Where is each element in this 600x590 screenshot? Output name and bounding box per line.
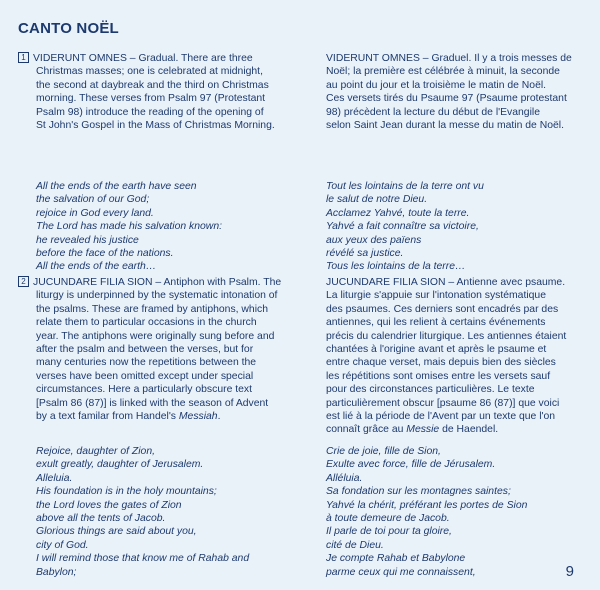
text-line: antiennes, qui les relient à certains événements <box>326 317 546 329</box>
text-line: Glorious things are said about you, <box>36 526 197 538</box>
text-line: les répétitions sont omises entre les versets sauf <box>326 370 551 382</box>
track-number-box: 1 <box>18 52 29 63</box>
text-line: précis du calendrier liturgique. Les antiennes étaient <box>326 330 567 342</box>
text-line: [Psalm 86 (87)] is linked with the season of Advent <box>36 397 269 409</box>
item-description <box>18 65 275 132</box>
text-line: le salut de notre Dieu. <box>326 194 428 206</box>
item-heading: JUCUNDARE FILIA SION <box>326 277 446 288</box>
text-run: by a text familar from Handel's <box>36 411 179 423</box>
text-line: entre chaque verset, mais depuis bien des siècles <box>326 357 556 369</box>
item-heading: JUCUNDARE FILIA SION <box>33 277 153 288</box>
text-line: above all the tents of Jacob. <box>36 513 166 525</box>
item-description-last-line <box>18 410 281 423</box>
item-heading-rest: – Antiphon with Psalm. The <box>152 277 282 288</box>
text-run: connaît grâce au <box>326 424 407 436</box>
text-line: Noël; la première est célébrée à minuit, la seconde <box>326 66 560 78</box>
text-line: His foundation is in the holy mountains; <box>36 486 217 498</box>
text-line: Sa fondation sur les montagnes saintes; <box>326 486 511 498</box>
text-line: verses have been omitted except under special <box>36 370 254 382</box>
work-title: Messie <box>406 424 440 436</box>
text-line: pour des circonstances particulières. Le texte <box>326 384 535 396</box>
text-line: rejoice in God every land. <box>36 207 154 219</box>
text-line: All the ends of the earth… <box>36 261 157 273</box>
text-line: the second at daybreak and the third on Christmas <box>36 79 269 91</box>
text-line: he revealed his justice <box>36 234 139 246</box>
text-line: révélé sa justice. <box>326 248 404 260</box>
text-line: Yahvé a fait connaître sa victoire, <box>326 221 479 233</box>
text-line: chantées à l'origine avant et après le psaume et <box>326 344 547 356</box>
text-line: parme ceux qui me connaissent, <box>326 566 476 578</box>
text-line: the Lord loves the gates of Zion <box>36 499 182 511</box>
text-line: Acclamez Yahvé, toute la terre. <box>326 207 470 219</box>
work-title: Messiah <box>178 411 218 423</box>
text-run: . <box>217 411 221 423</box>
text-line: aux yeux des païens <box>326 234 422 246</box>
text-line: Tout les lointains de la terre ont vu <box>326 181 484 192</box>
item-description <box>18 289 281 410</box>
text-line: circumstances. Here a particularly obscure text <box>36 384 252 396</box>
page-number: 9 <box>565 563 574 580</box>
item-1-french <box>326 52 572 132</box>
item-description-last-line <box>326 423 566 436</box>
text-line: Tous les lointains de la terre… <box>326 261 466 273</box>
text-line: Il parle de toi pour ta gloire, <box>326 526 452 538</box>
text-line: Alléluia. <box>326 472 363 484</box>
text-line: many centuries now the repetitions between the <box>36 357 257 369</box>
text-line: exult greatly, daughter of Jerusalem. <box>36 459 204 471</box>
text-line: the salvation of our God; <box>36 194 150 206</box>
text-line: Je compte Rahab et Babylone <box>326 553 466 565</box>
text-line: 98) précèdent la lecture du début de l'Evangile <box>326 106 540 118</box>
text-line: Babylon; <box>36 566 77 578</box>
text-line: All the ends of the earth have seen <box>36 181 197 192</box>
text-line: St John's Gospel in the Mass of Christmas Morning. <box>36 120 275 132</box>
item-heading-rest: – Gradual. There are three <box>126 53 253 64</box>
verse-text-1 <box>326 180 484 274</box>
text-line: I will remind those that know me of Rahab and <box>36 553 250 565</box>
text-line: after the psalm and between the verses, but for <box>36 344 254 356</box>
text-line: selon Saint Jean durant la messe du matin de Noël. <box>326 120 564 132</box>
item-description <box>326 65 572 132</box>
text-line: before the face of the nations. <box>36 248 174 260</box>
text-line: Exulte avec force, fille de Jérusalem. <box>326 459 496 471</box>
text-line: Yahvé la chérit, préférant les portes de Sion <box>326 499 528 511</box>
text-line: year. The antiphons were originally sung before and <box>36 330 275 342</box>
item-2-english <box>18 276 281 423</box>
text-line: Christmas masses; one is celebrated at midnight, <box>36 66 263 78</box>
text-line: Alleluia. <box>36 472 73 484</box>
text-line: relate them to particular occasions in the church <box>36 317 257 329</box>
text-run: de Haendel. <box>439 424 499 436</box>
text-line: the psalms. These are framed by antiphons, which <box>36 303 268 315</box>
text-line: Crie de joie, fille de Sion, <box>326 446 441 457</box>
text-line: La liturgie s'appuie sur l'intonation systématique <box>326 290 546 302</box>
text-line: Ces versets tirés du Psaume 97 (Psaume protestant <box>326 93 567 105</box>
verse-text-2 <box>36 445 249 579</box>
item-2-french <box>326 276 566 437</box>
text-line: liturgy is underpinned by the systematic intonation of <box>36 290 278 302</box>
text-line: Psalm 98) introduce the reading of the opening of <box>36 106 264 118</box>
text-line: particulièrement obscur [psaume 86 (87)] que voici <box>326 397 560 409</box>
text-line: est lié à la période de l'Avent par un texte que l'on <box>326 411 556 423</box>
item-heading-rest: – Antienne avec psaume. <box>445 277 566 288</box>
item-heading: VIDERUNT OMNES <box>33 53 127 64</box>
text-line: à toute demeure de Jacob. <box>326 513 450 525</box>
text-line: morning. These verses from Psalm 97 (Protestant <box>36 93 266 105</box>
verse-text-1 <box>36 180 222 274</box>
text-line: cité de Dieu. <box>326 539 384 551</box>
page-title: CANTO NOËL <box>18 20 119 37</box>
item-heading: VIDERUNT OMNES <box>326 53 420 64</box>
track-number-box: 2 <box>18 276 29 287</box>
verse-text-2 <box>326 445 527 579</box>
text-line: des psaumes. Ces derniers sont encadrés par des <box>326 303 559 315</box>
text-line: au point du jour et la troisième le matin de Noël. <box>326 79 547 91</box>
text-line: Rejoice, daughter of Zion, <box>36 446 155 457</box>
text-line: city of God. <box>36 539 89 551</box>
item-heading-rest: – Graduel. Il y a trois messes de <box>419 53 572 64</box>
item-description <box>326 289 566 423</box>
item-1-english <box>18 52 275 132</box>
text-line: The Lord has made his salvation known: <box>36 221 222 233</box>
